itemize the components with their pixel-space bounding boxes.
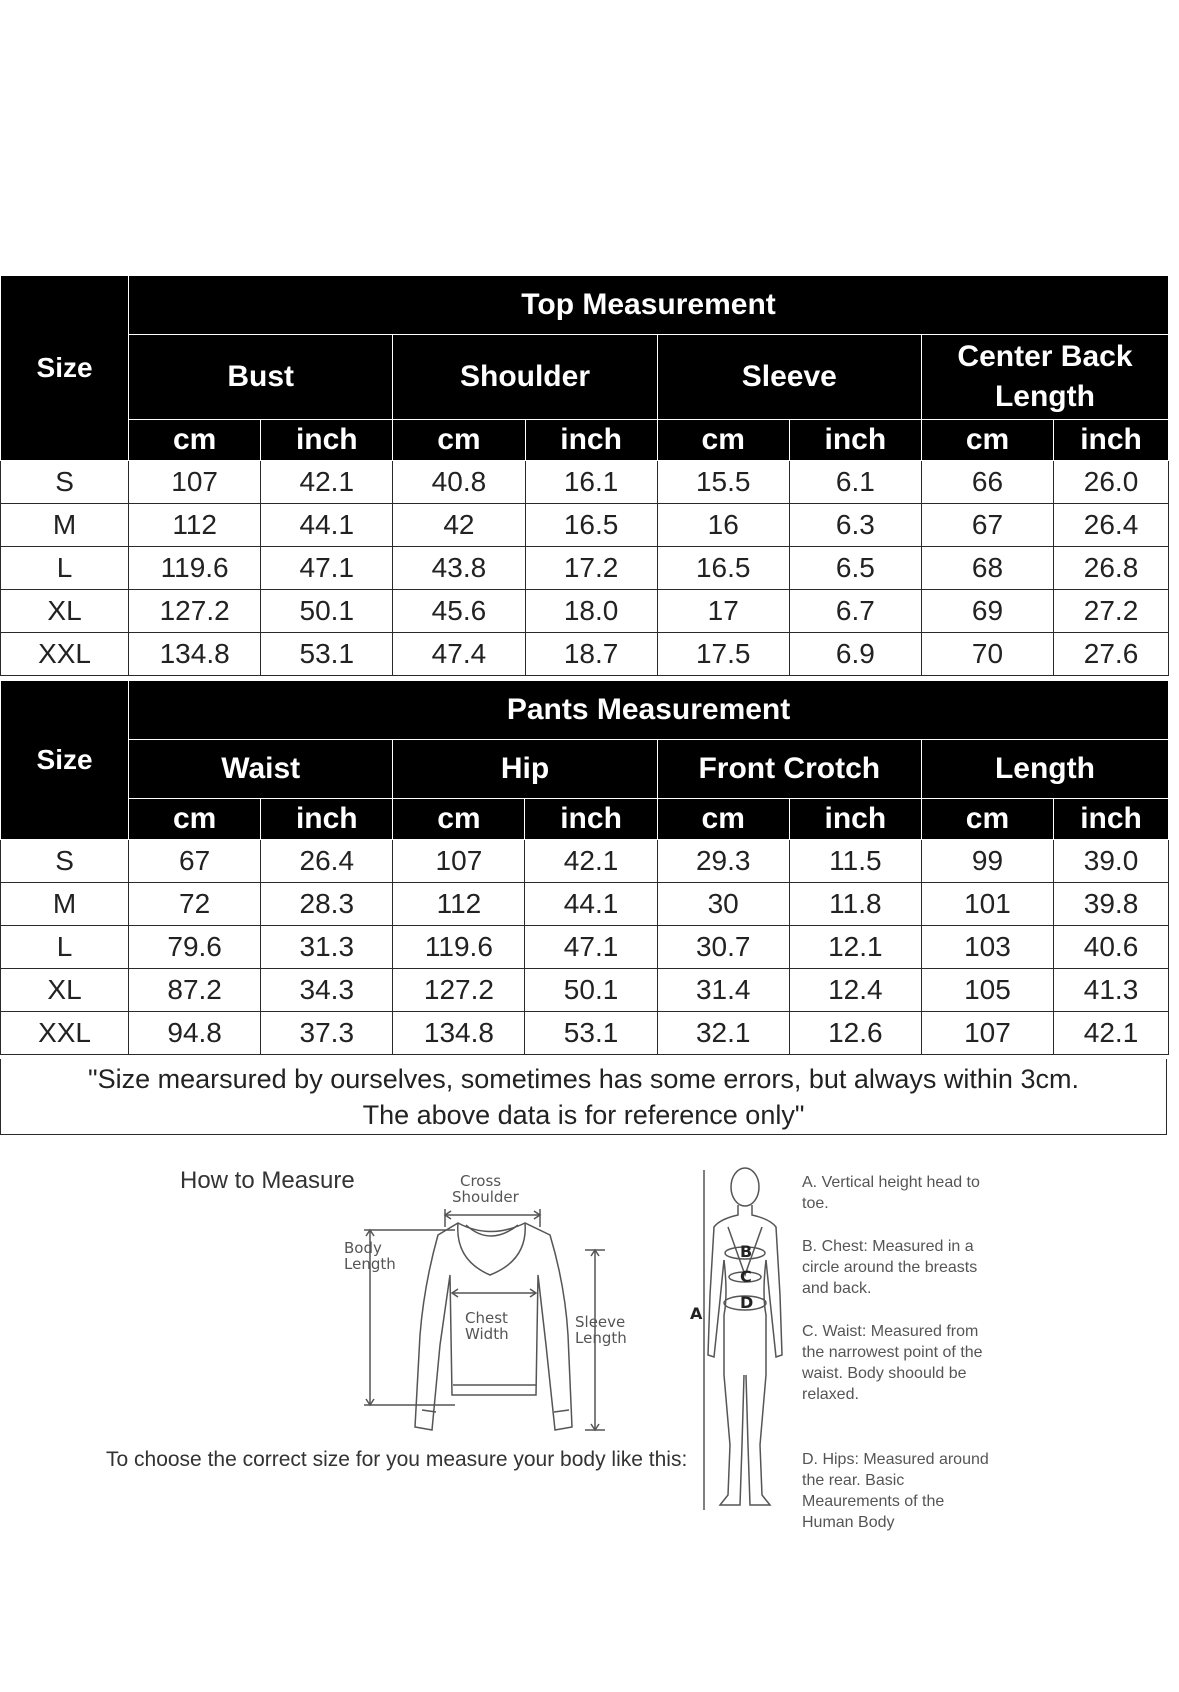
value-cell: 42.1 bbox=[1054, 1012, 1169, 1055]
group-header-hip: Hip bbox=[393, 740, 657, 799]
cross-shoulder-label: Cross bbox=[460, 1172, 502, 1190]
size-cell: S bbox=[1, 840, 129, 883]
cross-shoulder-label: Shoulder bbox=[452, 1188, 519, 1206]
value-cell: 107 bbox=[129, 461, 261, 504]
value-cell: 67 bbox=[921, 504, 1053, 547]
value-cell: 44.1 bbox=[525, 883, 657, 926]
size-disclaimer-note bbox=[0, 1059, 1167, 1135]
group-header-bust: Bust bbox=[129, 335, 393, 420]
group-header-front-crotch: Front Crotch bbox=[657, 740, 921, 799]
size-cell: L bbox=[1, 547, 129, 590]
size-cell: XXL bbox=[1, 633, 129, 676]
unit-header: cm bbox=[921, 799, 1053, 840]
legend-item-c: C. Waist: Measured from the narrowest point of the waist. Body shoould be relaxed. bbox=[802, 1323, 983, 1403]
value-cell: 68 bbox=[921, 547, 1053, 590]
unit-header: cm bbox=[129, 420, 261, 461]
value-cell: 99 bbox=[921, 840, 1053, 883]
unit-header: inch bbox=[525, 420, 657, 461]
value-cell: 103 bbox=[921, 926, 1053, 969]
value-cell: 31.3 bbox=[261, 926, 393, 969]
pants-measurement-table bbox=[0, 680, 1169, 1055]
value-cell: 112 bbox=[393, 883, 525, 926]
value-cell: 39.0 bbox=[1054, 840, 1169, 883]
top-measurement-table bbox=[0, 275, 1169, 676]
value-cell: 26.4 bbox=[1054, 504, 1169, 547]
size-cell: M bbox=[1, 504, 129, 547]
value-cell: 50.1 bbox=[261, 590, 393, 633]
value-cell: 47.1 bbox=[261, 547, 393, 590]
marker-b: B bbox=[740, 1242, 753, 1261]
value-cell: 119.6 bbox=[129, 547, 261, 590]
choose-size-instruction: To choose the correct size for you measure your body like this: bbox=[106, 1448, 688, 1471]
value-cell: 30.7 bbox=[657, 926, 789, 969]
value-cell: 72 bbox=[129, 883, 261, 926]
value-cell: 12.6 bbox=[789, 1012, 921, 1055]
value-cell: 94.8 bbox=[129, 1012, 261, 1055]
value-cell: 127.2 bbox=[393, 969, 525, 1012]
how-to-measure-heading: How to Measure bbox=[180, 1167, 355, 1194]
size-cell: S bbox=[1, 461, 129, 504]
value-cell: 16 bbox=[657, 504, 789, 547]
table-row bbox=[1, 883, 1169, 926]
value-cell: 67 bbox=[129, 840, 261, 883]
chest-width-label: Chest bbox=[465, 1309, 508, 1327]
table-row bbox=[1, 547, 1169, 590]
value-cell: 18.0 bbox=[525, 590, 657, 633]
shirt-measure-diagram bbox=[340, 1165, 630, 1435]
legend-item-d: D. Hips: Measured around the rear. Basic Meaurements of the Human Body bbox=[802, 1451, 989, 1531]
disclaimer-line-2: The above data is for reference only" bbox=[362, 1100, 805, 1130]
value-cell: 50.1 bbox=[525, 969, 657, 1012]
unit-header: inch bbox=[1054, 420, 1169, 461]
value-cell: 27.2 bbox=[1054, 590, 1169, 633]
value-cell: 41.3 bbox=[1054, 969, 1169, 1012]
value-cell: 42.1 bbox=[525, 840, 657, 883]
value-cell: 17.2 bbox=[525, 547, 657, 590]
table-row bbox=[1, 504, 1169, 547]
value-cell: 134.8 bbox=[393, 1012, 525, 1055]
value-cell: 37.3 bbox=[261, 1012, 393, 1055]
marker-c: C bbox=[740, 1267, 752, 1286]
table-row bbox=[1, 1012, 1169, 1055]
table-row bbox=[1, 633, 1169, 676]
table-title: Pants Measurement bbox=[129, 681, 1169, 740]
body-length-label: Body bbox=[344, 1239, 382, 1257]
value-cell: 15.5 bbox=[657, 461, 789, 504]
group-header-shoulder: Shoulder bbox=[393, 335, 657, 420]
unit-header: cm bbox=[657, 420, 789, 461]
group-header-center-back-length: Center Back Length bbox=[921, 335, 1168, 420]
sleeve-length-label: Sleeve bbox=[575, 1313, 626, 1331]
value-cell: 39.8 bbox=[1054, 883, 1169, 926]
group-header-waist: Waist bbox=[129, 740, 393, 799]
table-row bbox=[1, 461, 1169, 504]
unit-header: inch bbox=[261, 799, 393, 840]
unit-header: inch bbox=[789, 799, 921, 840]
size-header: Size bbox=[1, 276, 129, 461]
value-cell: 105 bbox=[921, 969, 1053, 1012]
legend-item-b: B. Chest: Measured in a circle around the breasts and back. bbox=[802, 1238, 978, 1297]
size-cell: M bbox=[1, 883, 129, 926]
value-cell: 26.8 bbox=[1054, 547, 1169, 590]
value-cell: 101 bbox=[921, 883, 1053, 926]
value-cell: 16.5 bbox=[657, 547, 789, 590]
unit-header: cm bbox=[657, 799, 789, 840]
value-cell: 18.7 bbox=[525, 633, 657, 676]
value-cell: 47.1 bbox=[525, 926, 657, 969]
value-cell: 127.2 bbox=[129, 590, 261, 633]
value-cell: 32.1 bbox=[657, 1012, 789, 1055]
size-header: Size bbox=[1, 681, 129, 840]
value-cell: 53.1 bbox=[261, 633, 393, 676]
marker-a: A bbox=[690, 1304, 703, 1323]
value-cell: 69 bbox=[921, 590, 1053, 633]
size-cell: XL bbox=[1, 590, 129, 633]
value-cell: 6.9 bbox=[789, 633, 921, 676]
body-measure-diagram bbox=[690, 1165, 790, 1515]
disclaimer-line-1: "Size mearsured by ourselves, sometimes has some errors, but always within 3cm. bbox=[88, 1064, 1079, 1094]
table-row bbox=[1, 840, 1169, 883]
value-cell: 107 bbox=[921, 1012, 1053, 1055]
value-cell: 17.5 bbox=[657, 633, 789, 676]
unit-header: cm bbox=[129, 799, 261, 840]
unit-header: inch bbox=[261, 420, 393, 461]
value-cell: 47.4 bbox=[393, 633, 525, 676]
value-cell: 40.8 bbox=[393, 461, 525, 504]
value-cell: 34.3 bbox=[261, 969, 393, 1012]
unit-header: inch bbox=[789, 420, 921, 461]
value-cell: 119.6 bbox=[393, 926, 525, 969]
table-title: Top Measurement bbox=[129, 276, 1169, 335]
value-cell: 27.6 bbox=[1054, 633, 1169, 676]
value-cell: 87.2 bbox=[129, 969, 261, 1012]
value-cell: 16.1 bbox=[525, 461, 657, 504]
legend-item-a: A. Vertical height head to toe. bbox=[802, 1174, 980, 1212]
value-cell: 17 bbox=[657, 590, 789, 633]
marker-d: D bbox=[740, 1293, 754, 1312]
value-cell: 134.8 bbox=[129, 633, 261, 676]
value-cell: 6.3 bbox=[789, 504, 921, 547]
value-cell: 12.1 bbox=[789, 926, 921, 969]
value-cell: 6.1 bbox=[789, 461, 921, 504]
value-cell: 40.6 bbox=[1054, 926, 1169, 969]
unit-header: cm bbox=[393, 799, 525, 840]
group-header-length: Length bbox=[921, 740, 1168, 799]
value-cell: 42 bbox=[393, 504, 525, 547]
value-cell: 28.3 bbox=[261, 883, 393, 926]
value-cell: 26.4 bbox=[261, 840, 393, 883]
body-length-label: Length bbox=[344, 1255, 396, 1273]
unit-header: inch bbox=[1054, 799, 1169, 840]
value-cell: 12.4 bbox=[789, 969, 921, 1012]
value-cell: 6.7 bbox=[789, 590, 921, 633]
value-cell: 6.5 bbox=[789, 547, 921, 590]
value-cell: 43.8 bbox=[393, 547, 525, 590]
value-cell: 30 bbox=[657, 883, 789, 926]
value-cell: 70 bbox=[921, 633, 1053, 676]
value-cell: 11.8 bbox=[789, 883, 921, 926]
table-row bbox=[1, 926, 1169, 969]
unit-header: cm bbox=[921, 420, 1053, 461]
size-cell: XL bbox=[1, 969, 129, 1012]
sleeve-length-label: Length bbox=[575, 1329, 627, 1347]
value-cell: 45.6 bbox=[393, 590, 525, 633]
unit-header: inch bbox=[525, 799, 657, 840]
chest-width-label: Width bbox=[465, 1325, 509, 1343]
value-cell: 44.1 bbox=[261, 504, 393, 547]
value-cell: 112 bbox=[129, 504, 261, 547]
unit-header: cm bbox=[393, 420, 525, 461]
value-cell: 79.6 bbox=[129, 926, 261, 969]
value-cell: 53.1 bbox=[525, 1012, 657, 1055]
value-cell: 66 bbox=[921, 461, 1053, 504]
value-cell: 11.5 bbox=[789, 840, 921, 883]
table-row bbox=[1, 969, 1169, 1012]
size-cell: L bbox=[1, 926, 129, 969]
value-cell: 26.0 bbox=[1054, 461, 1169, 504]
value-cell: 31.4 bbox=[657, 969, 789, 1012]
value-cell: 29.3 bbox=[657, 840, 789, 883]
group-header-sleeve: Sleeve bbox=[657, 335, 921, 420]
size-cell: XXL bbox=[1, 1012, 129, 1055]
table-row bbox=[1, 590, 1169, 633]
value-cell: 16.5 bbox=[525, 504, 657, 547]
value-cell: 42.1 bbox=[261, 461, 393, 504]
value-cell: 107 bbox=[393, 840, 525, 883]
